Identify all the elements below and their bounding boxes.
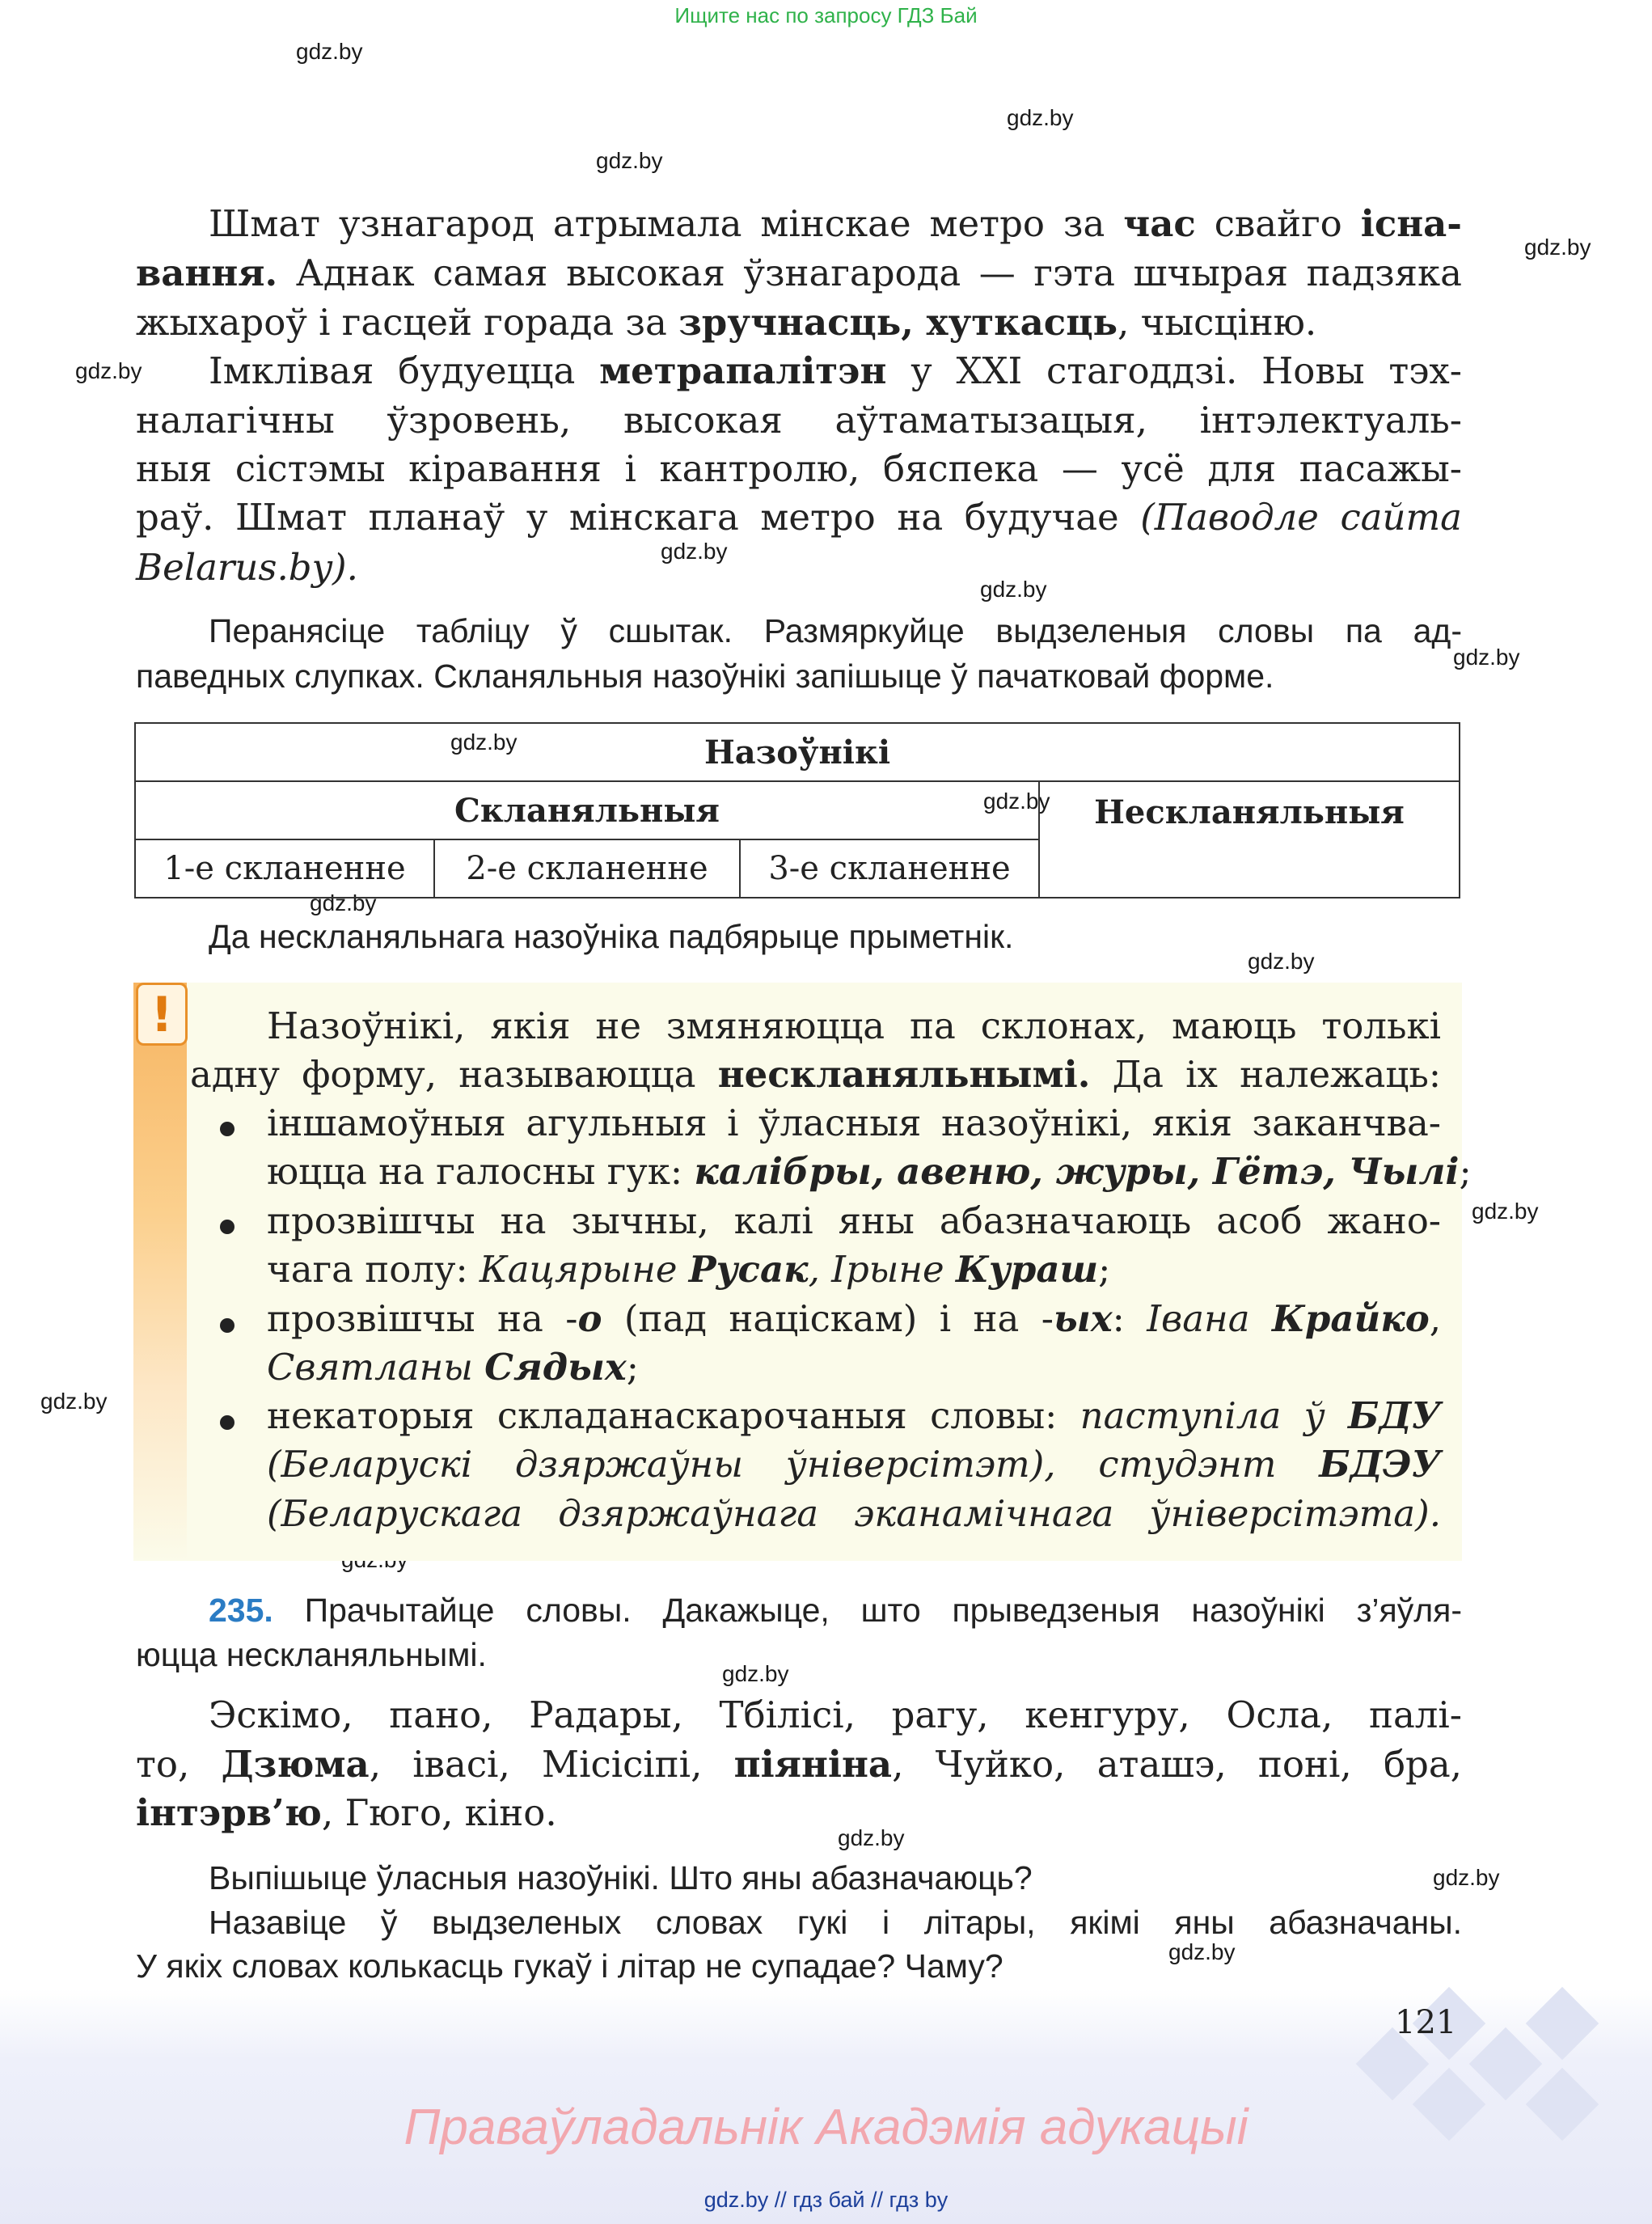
- table-declinable: Скланяльныя: [135, 781, 1039, 839]
- exercise-number: 235.: [209, 1592, 273, 1629]
- watermark: gdz.by: [1248, 949, 1315, 974]
- watermark: gdz.by: [1524, 235, 1591, 260]
- table-col-1: 1-е скланенне: [135, 839, 434, 898]
- question-text: Назавіце ў выдзеленых словах гукі і літары, якімі яны абазначаны.: [209, 1904, 1462, 1941]
- watermark: gdz.by: [1453, 645, 1520, 670]
- watermark: gdz.by: [296, 39, 363, 64]
- rule-strip: [133, 983, 187, 1561]
- table-col-2: 2-е скланенне: [434, 839, 740, 898]
- watermark: gdz.by: [980, 577, 1047, 602]
- watermark: gdz.by: [596, 148, 663, 173]
- exclamation-icon: !: [136, 983, 188, 1046]
- bullet: [220, 1415, 234, 1430]
- watermark: gdz.by: [983, 789, 1050, 814]
- bullet: [220, 1318, 234, 1333]
- text-line: Belarus.by).: [136, 546, 358, 589]
- footer-links[interactable]: gdz.by // гдз бай // гдз by: [703, 2188, 949, 2212]
- watermark: gdz.by: [310, 890, 377, 915]
- text-line: жыхароў і гасцей горада за зручнасць, хуткасць, чысціню.: [136, 301, 1317, 344]
- rule-text: прозвішчы на зычны, калі яны абазначаюць асоб жано-: [267, 1199, 1441, 1242]
- text-line: Імклівая будуецца метрапалітэн у XXI стагоддзі. Новы тэх-: [209, 349, 1462, 392]
- watermark: gdz.by: [75, 358, 142, 383]
- declension-table: [134, 722, 1460, 898]
- rule-text: іншамоўныя агульныя і ўласныя назоўнікі, якія заканчва-: [267, 1101, 1441, 1144]
- task-text: Да нескланяльнага назоўніка падбярыце прыметнік.: [209, 918, 1014, 955]
- task-text: Перанясіце табліцу ў сшытак. Размяркуйце выдзеленыя словы па ад-: [209, 612, 1462, 649]
- word-list: інтэрв’ю, Гюго, кіно.: [136, 1791, 557, 1834]
- word-list: Эскімо, пано, Радары, Тбілісі, рагу, кенгуру, Осла, палі-: [209, 1693, 1462, 1736]
- rule-text: Святланы Сядых;: [267, 1346, 639, 1389]
- question-text: У якіх словах колькасць гукаў і літар не супадае? Чаму?: [136, 1947, 1003, 1985]
- publisher-watermark: Праваўладальнік Акадэмія адукацыі: [403, 2099, 1249, 2155]
- text-line: раў. Шмат планаў у мінскага метро на будучае (Паводле сайта: [136, 496, 1462, 539]
- table-header: Назоўнікі: [135, 723, 1460, 781]
- text-line: вання. Аднак самая высокая ўзнагарода — гэта шчырая падзяка: [136, 252, 1462, 294]
- rule-text: (Беларускага дзяржаўнага эканамічнага ўніверсітэта).: [267, 1492, 1441, 1535]
- table-indeclinable: Нескланяльныя: [1039, 781, 1460, 898]
- bullet: [220, 1122, 234, 1136]
- rule-text: юцца на галосны гук: калібры, авеню, журы, Гётэ, Чылі;: [267, 1150, 1472, 1193]
- rule-text: чага полу: Кацярыне Русак, Ірыне Кураш;: [267, 1248, 1111, 1291]
- text-line: налагічны ўзровень, высокая аўтаматызацыя, інтэлектуаль-: [136, 399, 1462, 442]
- watermark: gdz.by: [1472, 1199, 1539, 1224]
- rule-text: прозвішчы на -о (пад націскам) і на -ых: Івана Крайко,: [267, 1297, 1442, 1340]
- page-number: 121: [1395, 2004, 1457, 2041]
- question-text: Выпішыце ўласныя назоўнікі. Што яны абазначаюць?: [209, 1859, 1033, 1896]
- rule-text: (Беларускі дзяржаўны ўніверсітэт), студэнт БДЭУ: [267, 1443, 1441, 1486]
- watermark: gdz.by: [1007, 105, 1074, 130]
- rule-text: Назоўнікі, якія не змяняюцца па склонах, маюць толькі: [267, 1004, 1441, 1047]
- watermark: gdz.by: [838, 1825, 905, 1850]
- watermark: gdz.by: [1433, 1865, 1500, 1890]
- exercise-text: юцца нескланяльнымі.: [136, 1636, 487, 1673]
- watermark: gdz.by: [450, 729, 518, 755]
- watermark: gdz.by: [1168, 1939, 1236, 1964]
- watermark: gdz.by: [661, 539, 728, 564]
- table-col-3: 3-е скланенне: [740, 839, 1039, 898]
- watermark: gdz.by: [722, 1661, 789, 1686]
- exercise-text: 235. Прачытайце словы. Дакажыце, што прыведзеныя назоўнікі з’яўля-: [209, 1592, 1462, 1629]
- search-note: Ищите нас по запросу ГДЗ Бай: [674, 3, 978, 27]
- rule-text: некаторыя складанаскарочаныя словы: паступіла ў БДУ: [267, 1394, 1441, 1437]
- text-line: ныя сістэмы кіравання і кантролю, бяспека — усё для пасажы-: [136, 447, 1462, 490]
- word-list: то, Дзюма, івасі, Місісіпі, піяніна, Чуйко, аташэ, поні, бра,: [136, 1743, 1462, 1786]
- rule-text: адну форму, называюцца нескланяльнымі. Да іх належаць:: [190, 1053, 1441, 1096]
- watermark: gdz.by: [40, 1389, 108, 1414]
- bullet: [220, 1220, 234, 1234]
- task-text: паведных слупках. Скланяльныя назоўнікі запішыце ў пачатковай форме.: [136, 657, 1274, 695]
- text-line: Шмат узнагарод атрымала мінскае метро за час свайго існа-: [209, 202, 1462, 245]
